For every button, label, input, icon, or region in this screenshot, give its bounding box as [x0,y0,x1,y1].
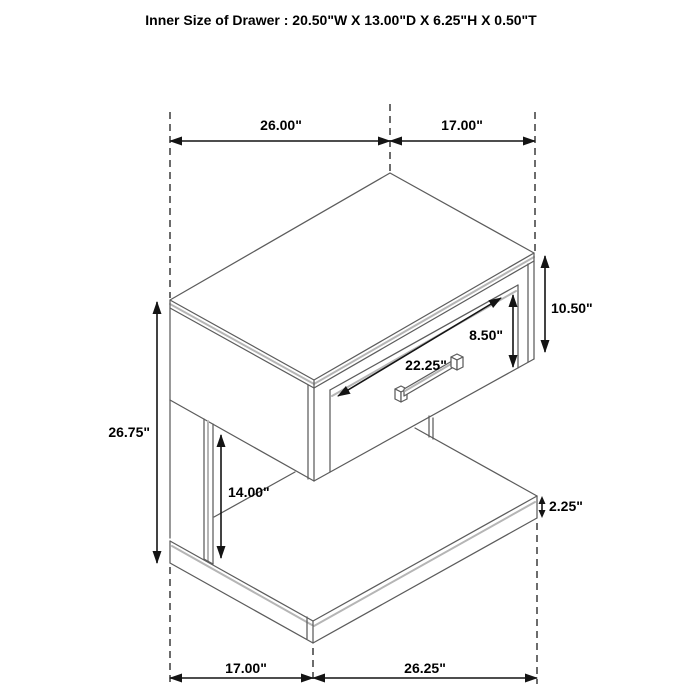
base-bottom-front-left-edge [170,563,313,643]
base-back-right-edge [415,428,537,496]
handle-right-post-side [457,357,463,370]
dim-right-height [545,256,593,352]
dim-base-depth [170,660,313,678]
extension-lines [170,104,537,684]
base-top-front-left-edge [170,541,313,621]
dim-base-thickness-arrowhead-down [539,510,546,518]
base-platform [170,496,537,643]
dim-right-height-label: 10.50" [551,300,593,316]
box-bottom-edge-left [170,400,314,481]
dim-drawer-height-label: 8.50" [469,327,503,343]
dim-base-width-label: 26.25" [404,660,446,676]
dim-total-height [108,302,157,563]
dim-base-thickness [539,496,583,518]
dim-top-depth [390,117,535,141]
tabletop-surface [170,173,534,380]
dim-base-thickness-arrowhead-up [539,496,546,504]
base-front-right-accent [314,502,535,626]
dim-clearance-height-label: 14.00" [228,484,270,500]
nightstand-drawing [170,173,537,643]
dim-drawer-width-label: 22.25" [405,357,447,373]
dim-top-depth-label: 17.00" [441,117,483,133]
dim-total-height-label: 26.75" [108,424,150,440]
dim-clearance-height [221,435,270,558]
dim-base-thickness-label: 2.25" [549,498,583,514]
dim-top-width [170,117,390,141]
back-structure [415,416,537,496]
handle-left-post-front [395,389,401,402]
support-panel [170,400,295,564]
dim-base-width [313,660,537,678]
base-bottom-front-right-edge [313,518,537,643]
dim-top-width-label: 26.00" [260,117,302,133]
dim-base-depth-label: 17.00" [225,660,267,676]
page-title: Inner Size of Drawer : 20.50"W X 13.00"D X 6.25"H X 0.50"T [145,12,537,28]
handle-right-post-front [451,357,457,370]
base-front-left-accent [172,546,312,625]
base-top-front-right-edge [313,496,537,621]
